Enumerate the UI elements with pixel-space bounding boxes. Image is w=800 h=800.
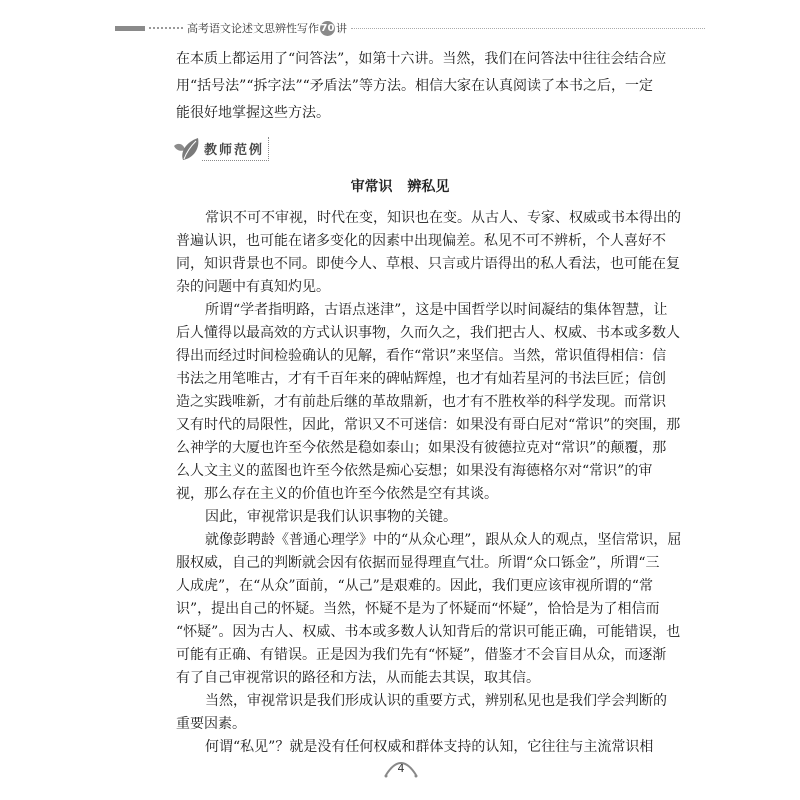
header-bar <box>115 26 145 31</box>
paragraph-line: 服权威，自己的判断就会因有依据而显得理直气壮。所谓“众口铄金”，所谓“三 <box>176 555 660 571</box>
page-number-text: 4 <box>397 762 405 775</box>
intro-paragraph <box>176 46 667 127</box>
paragraph-line: 因此，审视常识是我们认识事物的关键。 <box>205 509 457 525</box>
section-label: 教师范例 <box>202 137 269 161</box>
paragraph-line: 同，知识背景也不同。即使今人、草根、只言或片语得出的私人看法，也可能在复 <box>176 256 680 272</box>
paragraph-line: 么人文主义的蓝图也许至今依然是痴心妄想；如果没有海德格尔对“常识”的审 <box>176 463 653 479</box>
paragraph-line: 识”，提出自己的怀疑。当然，怀疑不是为了怀疑而“怀疑”，恰恰是为了相信而 <box>176 601 660 617</box>
paragraph-line: 普遍认识，也可能在诸多变化的因素中出现偏差。私见不可不辨析，个人喜好不 <box>176 233 666 249</box>
paragraph-line: 可能有正确、有错误。正是因为我们先有“怀疑”，借鉴才不会盲目从众，而逐渐 <box>176 647 667 663</box>
page-number <box>383 755 419 779</box>
article-body <box>176 207 682 759</box>
paragraph-line: 造之实践唯新，才有前赴后继的革故鼎新，也才有不胜枚举的科学发现。而常识 <box>176 394 666 410</box>
text-line: 能很好地掌握这些方法。 <box>176 105 330 121</box>
paragraph-line: 视，那么存在主义的价值也许至今依然是空有其谈。 <box>176 486 498 502</box>
book-title-number-badge: 70 <box>320 22 335 34</box>
paragraph-line: 重要因素。 <box>176 716 246 732</box>
paragraph-line: 得出而经过时间检验确认的见解，看作“常识”来坚信。当然，常识值得相信：信 <box>176 348 667 364</box>
paragraph-line: 又有时代的局限性，因此，常识又不可迷信：如果没有哥白尼对“常识”的突围，那 <box>176 417 681 433</box>
section-heading <box>172 136 269 162</box>
paragraph-line: 所谓“学者指明路，古语点迷津”，这是中国哲学以时间凝结的集体智慧，让 <box>205 302 668 318</box>
header-dots <box>149 27 183 29</box>
book-title-suffix: 讲 <box>336 22 347 35</box>
paragraph-line: 书法之用笔唯古，才有千百年来的碑帖辉煌，也才有灿若星河的书法巨匠；信创 <box>176 371 666 387</box>
article-title: 审常识 辨私见 <box>350 179 450 195</box>
paragraph-line: 常识不可不审视，时代在变，知识也在变。从古人、专家、权威或书本得出的 <box>205 210 681 226</box>
book-title <box>187 20 347 36</box>
text-line: 在本质上都运用了“问答法”，如第十六讲。当然，我们在问答法中往往会结合应 <box>176 51 667 67</box>
header-dotted-rule <box>351 28 705 29</box>
paragraph-line: “怀疑”。因为古人、权威、书本或多数人认知背后的常识可能正确，可能错误，也 <box>176 624 681 640</box>
running-header <box>115 20 705 36</box>
paragraph-line: 杂的问题中有真知灼见。 <box>176 279 330 295</box>
paragraph-line: 当然，审视常识是我们形成认识的重要方式，辨别私见也是我们学会判断的 <box>205 693 667 709</box>
paragraph-line: 有了自己审视常识的路径和方法，从而能去其误，取其信。 <box>176 670 540 686</box>
paragraph-line: 后人懂得以最高效的方式认识事物，久而久之，我们把古人、权威、书本或多数人 <box>176 325 680 341</box>
book-title-text: 高考语文论述文思辨性写作 <box>187 22 319 35</box>
leaf-icon <box>172 136 202 162</box>
text-line: 用“括号法”“拆字法”“矛盾法”等方法。相信大家在认真阅读了本书之后，一定 <box>176 78 653 94</box>
paragraph-line: 就像彭聘龄《普通心理学》中的“从众心理”，跟从众人的观点，坚信常识，屈 <box>205 532 682 548</box>
paragraph-line: 么神学的大厦也许至今依然是稳如泰山；如果没有彼德拉克对“常识”的颠覆，那 <box>176 440 667 456</box>
paragraph-line: 何谓“私见”？就是没有任何权威和群体支持的认知，它往往与主流常识相 <box>205 739 654 755</box>
paragraph-line: 人成虎”，在“从众”面前，“从己”是艰难的。因此，我们更应该审视所谓的“常 <box>176 578 653 594</box>
